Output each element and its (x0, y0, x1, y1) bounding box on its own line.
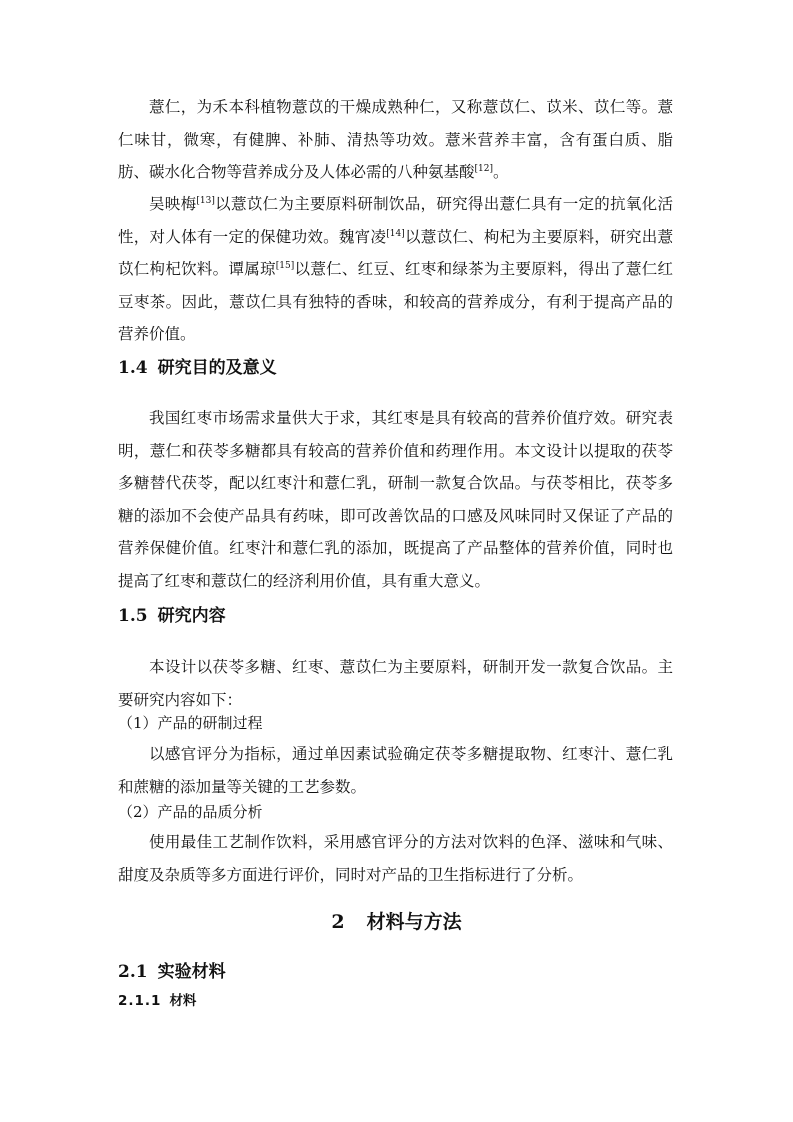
section-heading-1-4 (118, 357, 277, 379)
citation-ref: [15] (275, 261, 295, 271)
section-title: 研究目的及意义 (157, 358, 277, 378)
citation-ref: [14] (386, 228, 405, 239)
section-heading-1-5 (118, 605, 226, 627)
section-title: 研究内容 (157, 606, 226, 626)
paragraph-quality: 使用最佳工艺制作饮料，采用感官评分的方法对饮料的色泽、滋味和气味、甜度及杂质等多方面进行评价，同时对产品的卫生指标进行了分析。 (118, 833, 673, 884)
section-number: 1.5 (118, 606, 148, 626)
chapter-number: 2 (331, 911, 345, 933)
subsection-number: 2.1.1 (118, 993, 162, 1009)
paragraph-text: 吴映梅 (149, 195, 197, 213)
paragraph-yiren-intro (118, 91, 673, 189)
section-heading-2-1 (118, 961, 226, 983)
paragraph-text: 以薏仁、红豆、红枣和绿茶为主要原料，得出了薏仁红豆枣茶。因此，薏苡仁具有独特的香味，和较高的营养成分，有利于提高产品的营养价值。 (118, 260, 673, 343)
subsection-title: 材料 (169, 993, 197, 1009)
paragraph-text: 。 (493, 163, 509, 181)
paragraph-content-intro: 本设计以茯苓多糖、红枣、薏苡仁为主要原料，研制开发一款复合饮品。主要研究内容如下： (118, 658, 673, 709)
chapter-heading-2 (0, 910, 793, 934)
paragraph-yiren-research (118, 188, 673, 351)
chapter-title: 材料与方法 (366, 911, 462, 933)
paragraph-text: 以薏苡仁为主要原料研制饮品，研究得出薏仁具有一定的抗氧化活性，对人体有一定的保健功效。魏宵凌 (118, 195, 673, 246)
section-title: 实验材料 (157, 962, 226, 982)
subsection-heading-2-1-1 (118, 992, 196, 1010)
section-number: 2.1 (118, 962, 148, 982)
paragraph-text: 薏仁，为禾本科植物薏苡的干燥成熟种仁，又称薏苡仁、苡米、苡仁等。薏仁味甘，微寒，有健脾、补肺、清热等功效。薏米营养丰富，含有蛋白质、脂肪、碳水化合物等营养成分及人体必需的八种氨基酸 (118, 98, 673, 181)
section-number: 1.4 (118, 358, 148, 378)
list-item-development: （1）产品的研制过程 (118, 714, 263, 732)
citation-ref: [13] (196, 196, 215, 206)
citation-ref: [12] (474, 164, 493, 174)
paragraph-text: 以薏苡仁、枸杞为主要原料，研究出薏苡仁枸杞饮料。谭属琼 (118, 227, 673, 278)
paragraph-development: 以感官评分为指标，通过单因素试验确定茯苓多糖提取物、红枣汁、薏仁乳和蔗糖的添加量等关键的工艺参数。 (118, 745, 673, 796)
list-item-quality: （2）产品的品质分析 (118, 803, 263, 821)
paragraph-purpose: 我国红枣市场需求量供大于求，其红枣是具有较高的营养价值疗效。研究表明，薏仁和茯苓多糖都具有较高的营养价值和药理作用。本文设计以提取的茯苓多糖替代茯苓，配以红枣汁和薏仁乳，研制一款复合饮品。与茯苓相比，茯苓多糖的添加不会使产品具有药味，即可改善饮品的口感及风味同时又保证了产品的营养保健价值。红枣汁和薏仁乳的添加，既提高了产品整体的营养价值，同时也提高了红枣和薏苡仁的经济利用价值，具有重大意义。 (118, 409, 673, 590)
